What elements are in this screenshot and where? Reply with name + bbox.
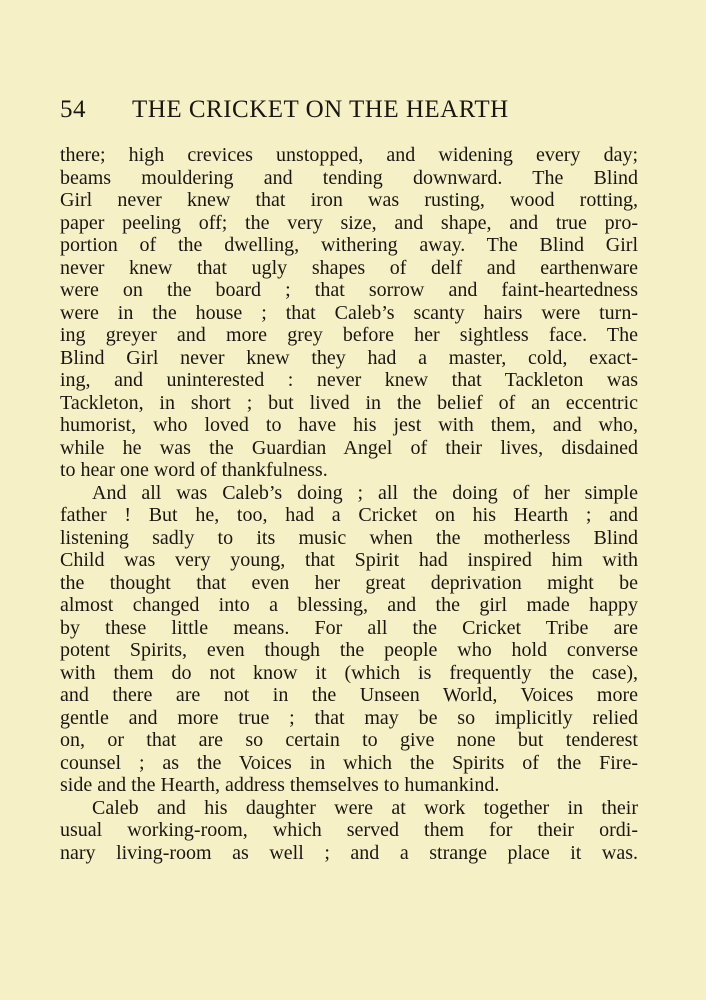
text-line: Child was very young, that Spirit had inspired him with xyxy=(60,549,638,571)
text-line: were in the house ; that Caleb’s scanty hairs were turn- xyxy=(60,301,638,324)
text-line: gentle and more true ; that may be so implicitly relied xyxy=(60,706,638,729)
text-line: ing, and uninterested : never knew that Tackleton was xyxy=(60,369,638,391)
text-line: Caleb and his daughter were at work together in their xyxy=(92,796,638,819)
paragraph xyxy=(60,144,638,482)
page-number: 54 xyxy=(60,96,86,123)
text-line: were on the board ; that sorrow and faint-heartedness xyxy=(60,279,638,301)
text-line: never knew that ugly shapes of delf and earthenware xyxy=(60,256,638,279)
text-line: paper peeling off; the very size, and shape, and true pro- xyxy=(60,211,638,234)
text-line: side and the Hearth, address themselves to humankind. xyxy=(60,774,500,796)
text-line: potent Spirits, even though the people who hold converse xyxy=(60,639,638,661)
text-line: portion of the dwelling, withering away. The Blind Girl xyxy=(60,234,638,256)
text-line: there; high crevices unstopped, and widening every day; xyxy=(60,144,638,166)
text-line: ing greyer and more grey before her sightless face. The xyxy=(60,324,638,346)
text-line: And all was Caleb’s doing ; all the doing of her simple xyxy=(92,481,638,504)
body-text xyxy=(60,144,638,864)
running-title: THE CRICKET ON THE HEARTH xyxy=(132,96,509,123)
text-line: Tackleton, in short ; but lived in the belief of an eccentric xyxy=(60,391,638,414)
text-line: on, or that are so certain to give none but tenderest xyxy=(60,729,638,751)
text-line: beams mouldering and tending downward. The Blind xyxy=(60,166,638,189)
text-line: listening sadly to its music when the motherless Blind xyxy=(60,526,638,549)
text-line: by these little means. For all the Cricket Tribe are xyxy=(60,616,638,639)
text-line: with them do not know it (which is frequently the case), xyxy=(60,661,638,684)
text-line: counsel ; as the Voices in which the Spirits of the Fire- xyxy=(60,751,638,774)
text-line: nary living-room as well ; and a strange place it was. xyxy=(60,841,638,864)
paragraph xyxy=(60,797,638,865)
text-line: Blind Girl never knew they had a master, cold, exact- xyxy=(60,346,638,369)
text-line: Girl never knew that iron was rusting, wood rotting, xyxy=(60,189,638,211)
text-line: while he was the Guardian Angel of their lives, disdained xyxy=(60,436,638,459)
text-line: almost changed into a blessing, and the girl made happy xyxy=(60,594,638,616)
text-line: and there are not in the Unseen World, Voices more xyxy=(60,684,638,706)
text-line: humorist, who loved to have his jest with them, and who, xyxy=(60,414,638,436)
text-line: to hear one word of thankfulness. xyxy=(60,459,328,481)
page-header xyxy=(60,96,644,130)
paragraph xyxy=(60,482,638,797)
text-line: father ! But he, too, had a Cricket on his Hearth ; and xyxy=(60,504,638,526)
text-line: the thought that even her great deprivation might be xyxy=(60,571,638,594)
text-line: usual working-room, which served them for their ordi- xyxy=(60,819,638,841)
